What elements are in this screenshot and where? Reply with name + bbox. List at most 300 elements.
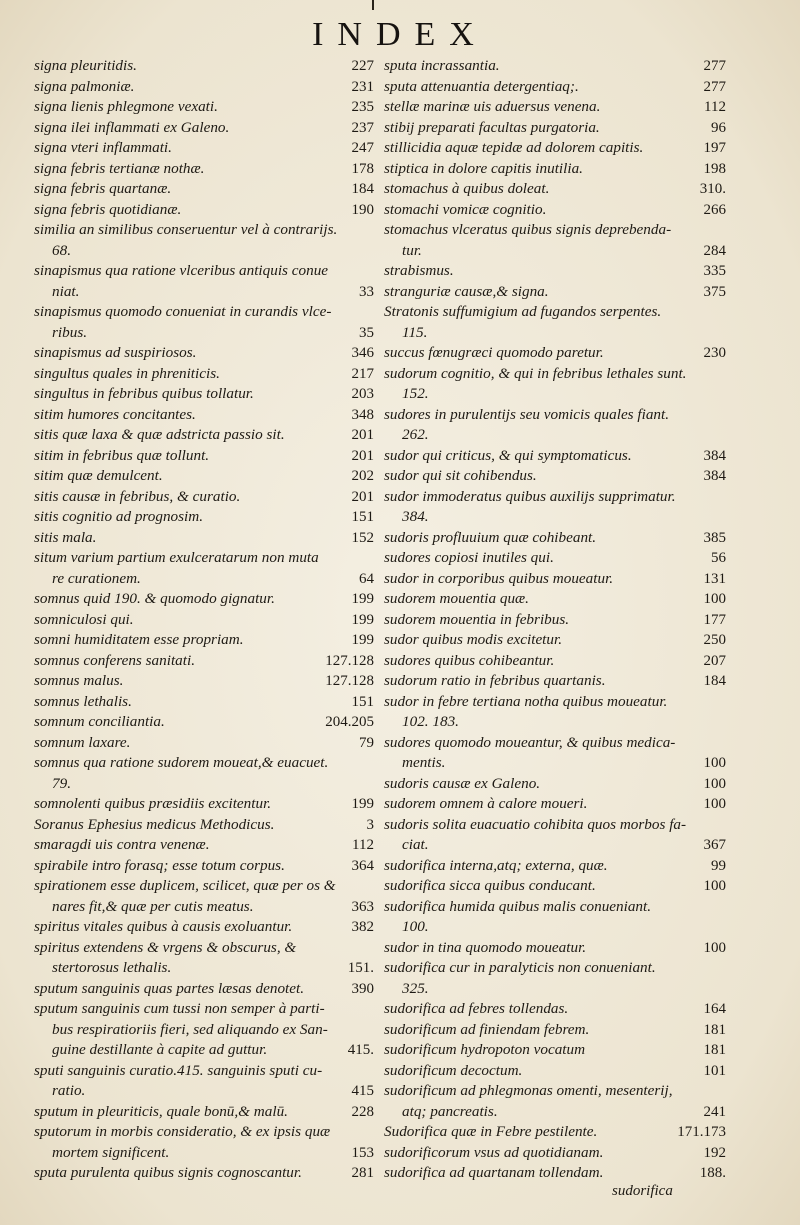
index-page-number: 363 <box>351 898 374 915</box>
index-entry-text: sudor in tina quomodo moueatur. <box>384 938 587 956</box>
index-entry-text: stranguriæ causæ,& signa. <box>384 282 549 300</box>
index-entry-text: sudoris solita euacuatio cohibita quos morbos fa- <box>384 815 687 833</box>
index-entry-text: sudor immoderatus quibus auxilijs supprimatur. <box>384 487 676 505</box>
index-entry-text: sitis mala. <box>34 528 97 546</box>
index-entry-text: sputa purulenta quibus signis cognoscantur. <box>34 1164 302 1181</box>
index-entry-text: sudorificum ad finiendam febrem. <box>384 1020 590 1038</box>
index-entry-line <box>34 323 374 344</box>
index-entry-text: sudor qui sit cohibendus. <box>384 467 537 484</box>
index-page-number: 201 <box>351 488 374 505</box>
index-entry-text: sitim humores concitantes. <box>34 405 196 423</box>
index-entry-line <box>34 507 374 528</box>
index-entry <box>34 1163 374 1184</box>
index-entry-text: singultus quales in phreniticis. <box>34 364 220 382</box>
page-edge-mark <box>372 0 374 10</box>
index-entry-line <box>34 999 374 1020</box>
index-entry-text: sudorifica cur in paralyticis non conueniant. <box>384 959 656 976</box>
index-page-number: 35 <box>359 324 374 341</box>
index-entry <box>384 528 726 549</box>
index-page-number: 415. <box>347 1042 374 1058</box>
index-entry <box>384 77 726 98</box>
index-entry-text: somnus lethalis. <box>34 692 132 710</box>
index-entry-line <box>384 1020 726 1041</box>
index-page-number: 3 <box>366 816 374 833</box>
index-entry-line <box>384 77 726 98</box>
index-entry-line <box>384 1061 726 1082</box>
index-entry-line <box>384 241 726 262</box>
index-entry <box>34 425 374 446</box>
index-entry-line <box>34 528 374 549</box>
index-entry <box>34 753 374 794</box>
index-entry-line <box>384 425 726 446</box>
index-entry-text: sudor qui criticus, & qui symptomaticus. <box>384 446 632 464</box>
index-page-number: 151. <box>347 960 374 976</box>
index-entry-text: sudorificum ad phlegmonas omenti, mesenterij, <box>384 1082 673 1099</box>
index-entry-line <box>384 1122 726 1143</box>
index-entry-text: sputum sanguinis quas partes læsas denotet. <box>34 979 305 997</box>
index-page-number: 184 <box>351 181 374 197</box>
index-entry <box>34 651 374 672</box>
index-entry-text: signa febris tertianæ nothæ. <box>34 159 205 177</box>
index-entry <box>384 774 726 795</box>
index-entry-text: somnus qua ratione sudorem moueat,& euacuet. <box>34 754 329 771</box>
index-page-number: 382 <box>351 919 374 935</box>
index-page-number: 335 <box>703 263 726 279</box>
index-entry <box>34 856 374 877</box>
index-entry <box>384 897 726 938</box>
index-entry-line <box>34 1040 374 1061</box>
index-entry-line <box>34 610 374 631</box>
index-page-number: 181 <box>703 1042 726 1058</box>
index-entry-line <box>34 671 374 692</box>
index-entry <box>384 56 726 77</box>
index-page-number: 100 <box>703 878 726 894</box>
index-entry-line <box>34 466 374 487</box>
index-entry <box>384 1163 726 1184</box>
index-entry-line <box>384 507 726 528</box>
index-entry-text: sudorifica ad febres tollendas. <box>384 1000 569 1017</box>
index-page-number: 171.173 <box>677 1124 726 1140</box>
index-entry-text: sudorificorum vsus ad quotidianam. <box>384 1143 604 1161</box>
index-entry-text: mentis. <box>402 754 446 771</box>
index-page-number: 367 <box>703 837 726 853</box>
index-entry-text: sudorum cognitio, & qui in febribus lethales sunt. <box>384 364 687 382</box>
index-entry-line <box>34 384 374 405</box>
index-page-number: 346 <box>351 345 374 361</box>
index-entry <box>384 671 726 692</box>
index-entry-line <box>34 835 374 856</box>
index-entry-line <box>34 118 374 139</box>
index-entry-line <box>384 733 726 754</box>
index-entry-text: bus respiratioriis fieri, sed aliquando ex San- <box>52 1020 328 1038</box>
index-entry-line <box>34 77 374 98</box>
index-entry-text: nares fit,& quæ per cutis meatus. <box>52 897 254 915</box>
index-entry-line <box>384 917 726 938</box>
index-entry <box>384 159 726 180</box>
index-entry-text: signa febris quartanæ. <box>34 180 172 197</box>
index-entry-line <box>34 958 374 979</box>
index-entry-line <box>384 630 726 651</box>
index-page-number: 184 <box>703 673 726 689</box>
index-entry-text: ratio. <box>52 1082 86 1099</box>
index-entry-text: sudorifica interna,atq; externa, quæ. <box>384 856 608 874</box>
index-page-number: 100 <box>703 939 726 956</box>
index-page-number: 228 <box>351 1103 374 1120</box>
index-entry-line <box>384 302 726 323</box>
index-page-number: 385 <box>703 529 726 546</box>
index-entry <box>34 528 374 549</box>
index-entry-line <box>34 425 374 446</box>
index-entry <box>34 630 374 651</box>
index-entry-line <box>384 610 726 631</box>
index-page-number: 152 <box>351 529 374 546</box>
index-entry-line <box>384 97 726 118</box>
index-page-number: 384 <box>703 468 726 484</box>
index-column-left <box>34 56 374 1184</box>
index-entry-line <box>34 405 374 426</box>
index-entry-text: spiritus vitales quibus à causis exoluantur. <box>34 918 293 935</box>
index-page-number: 241 <box>703 1103 726 1120</box>
index-entry-line <box>34 589 374 610</box>
index-entry-text: mortem significent. <box>52 1143 170 1161</box>
index-entry-line <box>34 774 374 795</box>
index-entry-line <box>384 897 726 918</box>
index-entry-line <box>384 384 726 405</box>
index-page-number: 310. <box>699 181 726 197</box>
index-page-number: 364 <box>351 857 374 874</box>
index-entry-line <box>384 1163 726 1184</box>
index-entry <box>34 610 374 631</box>
index-entry <box>34 138 374 159</box>
index-entry-line <box>34 651 374 672</box>
index-entry-line <box>384 466 726 487</box>
index-entry <box>34 876 374 917</box>
index-entry-text: sudorem omnem à calore moueri. <box>384 795 588 812</box>
index-entry <box>34 159 374 180</box>
index-entry-text: atq; pancreatis. <box>402 1102 498 1120</box>
index-entry <box>34 261 374 302</box>
index-entry <box>384 1122 726 1143</box>
index-page-number: 348 <box>351 406 374 423</box>
index-entry-line <box>34 261 374 282</box>
index-entry-line <box>34 815 374 836</box>
index-entry-line <box>384 220 726 241</box>
index-page-number: 390 <box>351 980 374 997</box>
index-entry-text: tur. <box>402 241 422 259</box>
index-entry-line <box>384 179 726 200</box>
index-entry-line <box>34 487 374 508</box>
index-entry <box>34 917 374 938</box>
index-page-number: 201 <box>351 447 374 464</box>
index-entry-line <box>34 179 374 200</box>
index-entry <box>34 220 374 261</box>
index-entry-line <box>384 1040 726 1061</box>
index-entry-text: sputum sanguinis cum tussi non semper à parti- <box>34 1000 325 1017</box>
index-entry-text: sinapismus ad suspiriosos. <box>34 344 197 361</box>
index-page-number: 230 <box>703 345 726 361</box>
index-entry-line <box>34 343 374 364</box>
index-entry <box>384 692 726 733</box>
index-entry-text: stillicidia aquæ tepidæ ad dolorem capitis. <box>384 139 644 156</box>
index-page-number: 227 <box>351 58 374 74</box>
index-entry-line <box>34 220 374 241</box>
index-page-number: 188. <box>699 1165 726 1181</box>
index-entry-line <box>34 1143 374 1164</box>
index-entry <box>34 118 374 139</box>
index-page-number: 112 <box>704 99 726 115</box>
index-entry-line <box>34 1061 374 1082</box>
index-entry-text: 384. <box>402 508 429 525</box>
index-entry <box>34 446 374 467</box>
index-entry-text: stomachi vomicæ cognitio. <box>384 200 547 218</box>
index-entry-text: somni humiditatem esse propriam. <box>34 631 244 648</box>
index-entry-text: Stratonis suffumigium ad fugandos serpentes. <box>384 303 662 320</box>
index-entry <box>34 979 374 1000</box>
index-entry-line <box>384 159 726 180</box>
index-entry-text: somnus conferens sanitati. <box>34 651 196 669</box>
index-entry <box>34 999 374 1061</box>
index-page-number: 277 <box>703 58 726 74</box>
index-entry <box>384 405 726 446</box>
index-page-number: 203 <box>351 386 374 402</box>
index-page-number: 235 <box>351 99 374 115</box>
index-page-number: 100 <box>703 775 726 792</box>
index-entry-line <box>34 159 374 180</box>
index-entry-text: stellæ marinæ uis aduersus venena. <box>384 98 601 115</box>
index-entry-line <box>34 302 374 323</box>
catchword: sudorifica <box>612 1183 673 1199</box>
index-entry-text: sitim in febribus quæ tollunt. <box>34 446 210 464</box>
index-entry-line <box>384 487 726 508</box>
index-entry-line <box>34 712 374 733</box>
index-entry <box>384 1143 726 1164</box>
index-entry-line <box>384 958 726 979</box>
index-entry-line <box>384 815 726 836</box>
index-entry-text: situm varium partium exulceratarum non muta <box>34 549 319 566</box>
index-entry <box>384 610 726 631</box>
index-entry-text: somnum conciliantia. <box>34 713 165 730</box>
index-entry-text: stibij preparati facultas purgatoria. <box>384 118 600 136</box>
index-entry <box>34 589 374 610</box>
index-entry-line <box>34 282 374 303</box>
index-entry <box>384 220 726 261</box>
index-entry-line <box>384 651 726 672</box>
index-entry <box>34 487 374 508</box>
index-entry <box>34 56 374 77</box>
index-entry-line <box>384 446 726 467</box>
index-page-number: 198 <box>703 160 726 177</box>
index-entry-text: guine destillante à capite ad guttur. <box>52 1041 268 1058</box>
index-entry-line <box>384 753 726 774</box>
index-entry-text: sudores copiosi inutiles qui. <box>384 549 554 566</box>
index-entry-line <box>384 56 726 77</box>
index-page-number: 64 <box>359 570 374 587</box>
index-entry-line <box>34 97 374 118</box>
index-entry-text: sudoris profluuium quæ cohibeant. <box>384 528 597 546</box>
index-entry <box>384 569 726 590</box>
index-entry-line <box>384 528 726 549</box>
index-entry <box>384 876 726 897</box>
index-entry-text: 100. <box>402 918 429 935</box>
index-entry-text: sudorum ratio in febribus quartanis. <box>384 672 606 689</box>
index-entry-text: sudores in purulentijs seu vomicis quales fiant. <box>384 405 670 423</box>
index-entry-line <box>34 56 374 77</box>
index-entry-text: sitim quæ demulcent. <box>34 467 163 484</box>
index-entry-line <box>34 446 374 467</box>
index-page-number: 197 <box>703 140 726 156</box>
index-page-number: 56 <box>711 550 726 566</box>
index-page-number: 151 <box>351 509 374 525</box>
index-entry-text: sudorifica ad quartanam tollendam. <box>384 1164 604 1181</box>
index-entry-line <box>34 200 374 221</box>
index-entry-line <box>34 1081 374 1102</box>
index-page-number: 204.205 <box>325 714 374 730</box>
index-page-number: 79 <box>359 734 374 751</box>
index-entry-text: 102. 183. <box>402 713 459 730</box>
index-entry-line <box>34 1020 374 1041</box>
index-entry <box>34 671 374 692</box>
index-entry-text: signa ilei inflammati ex Galeno. <box>34 118 230 136</box>
index-page-number: 100 <box>703 796 726 812</box>
index-entry <box>384 343 726 364</box>
index-page-number: 281 <box>351 1165 374 1181</box>
index-entry <box>384 138 726 159</box>
running-head: INDEX <box>312 16 488 53</box>
index-entry-text: stiptica in dolore capitis inutilia. <box>384 159 583 177</box>
index-entry-text: succus fœnugræci quomodo paretur. <box>384 344 604 361</box>
index-entry <box>384 364 726 405</box>
index-entry-line <box>384 405 726 426</box>
index-entry-line <box>384 548 726 569</box>
index-page-number: 127.128 <box>325 673 374 689</box>
index-page-number: 190 <box>351 201 374 218</box>
index-entry-line <box>34 733 374 754</box>
index-page-number: 199 <box>351 796 374 812</box>
index-entry <box>384 999 726 1020</box>
index-entry <box>384 815 726 856</box>
index-entry-text: niat. <box>52 282 80 300</box>
index-entry-text: Soranus Ephesius medicus Methodicus. <box>34 815 275 833</box>
index-entry <box>384 97 726 118</box>
index-page-number: 201 <box>351 427 374 443</box>
index-page-number: 231 <box>351 78 374 95</box>
index-entry-line <box>34 856 374 877</box>
index-entry-text: signa pleuritidis. <box>34 57 137 74</box>
index-entry <box>384 794 726 815</box>
index-entry <box>34 1061 374 1102</box>
index-entry-line <box>384 979 726 1000</box>
index-page-number: 164 <box>703 1001 726 1017</box>
index-entry-text: spirationem esse duplicem, scilicet, quæ per os & <box>34 877 336 894</box>
index-entry <box>34 712 374 733</box>
index-page-number: 101 <box>703 1062 726 1079</box>
index-entry-text: strabismus. <box>384 262 454 279</box>
index-entry <box>384 282 726 303</box>
index-entry <box>34 733 374 754</box>
index-entry-text: sudorem mouentia in febribus. <box>384 610 570 628</box>
index-entry-line <box>384 323 726 344</box>
index-entry-line <box>34 1102 374 1123</box>
index-entry <box>34 364 374 385</box>
index-entry-line <box>34 876 374 897</box>
index-entry-line <box>384 692 726 713</box>
index-entry-text: sudor quibus modis excitetur. <box>384 631 563 648</box>
index-entry-line <box>34 1122 374 1143</box>
index-page-number: 266 <box>703 201 726 218</box>
index-entry <box>384 548 726 569</box>
index-entry-text: sputa incrassantia. <box>384 57 500 74</box>
index-entry-line <box>384 876 726 897</box>
index-page-number: 192 <box>703 1144 726 1161</box>
index-column-right <box>384 56 726 1184</box>
index-entry-text: smaragdi uis contra venenæ. <box>34 836 210 853</box>
index-entry <box>384 958 726 999</box>
index-page-number: 100 <box>703 591 726 607</box>
index-page-number: 99 <box>711 857 726 874</box>
index-entry-text: 68. <box>52 241 71 259</box>
index-entry-text: sudorifica sicca quibus conducant. <box>384 877 596 894</box>
index-entry <box>34 405 374 426</box>
index-page-number: 202 <box>351 468 374 484</box>
index-entry <box>384 938 726 959</box>
index-entry-line <box>384 856 726 877</box>
index-page-number: 112 <box>352 837 374 853</box>
index-entry-text: sudor in febre tertiana notha quibus moueatur. <box>384 692 668 710</box>
index-entry-line <box>384 343 726 364</box>
index-entry <box>384 118 726 139</box>
index-page-number: 153 <box>351 1144 374 1161</box>
index-entry-text: sitis quæ laxa & quæ adstricta passio sit. <box>34 426 285 443</box>
index-entry-line <box>384 364 726 385</box>
index-entry-line <box>34 753 374 774</box>
index-entry <box>34 384 374 405</box>
index-page-number: 284 <box>703 242 726 259</box>
index-entry-text: somniculosi qui. <box>34 610 134 628</box>
index-entry-text: sinapismus qua ratione vlceribus antiquis conue <box>34 262 329 279</box>
index-entry-text: sputa attenuantia detergentiaq;. <box>384 77 579 95</box>
index-entry <box>384 1020 726 1041</box>
index-entry-line <box>34 692 374 713</box>
index-page-number: 217 <box>351 365 374 382</box>
index-page-number: 33 <box>359 283 374 300</box>
index-entry <box>384 589 726 610</box>
index-entry <box>34 548 374 589</box>
index-page-number: 131 <box>703 570 726 587</box>
index-page-number: 384 <box>703 447 726 464</box>
index-entry-line <box>34 364 374 385</box>
index-entry-line <box>384 671 726 692</box>
index-page-number: 177 <box>703 611 726 628</box>
index-entry-line <box>384 712 726 733</box>
index-entry-text: ribus. <box>52 323 88 341</box>
index-entry-text: 152. <box>402 385 429 402</box>
index-entry-text: spiritus extendens & vrgens & obscurus, & <box>34 938 297 956</box>
index-entry-text: 79. <box>52 774 71 792</box>
index-entry-line <box>384 794 726 815</box>
index-entry-line <box>384 774 726 795</box>
index-page-number: 247 <box>351 140 374 156</box>
index-page-number: 277 <box>703 78 726 95</box>
index-entry <box>384 651 726 672</box>
index-page-number: 237 <box>351 119 374 136</box>
index-entry <box>34 302 374 343</box>
index-entry-line <box>384 589 726 610</box>
index-entry-line <box>34 794 374 815</box>
index-entry <box>34 179 374 200</box>
index-entry-text: signa vteri inflammati. <box>34 139 172 156</box>
index-page-number: 250 <box>703 632 726 648</box>
index-page-number: 181 <box>703 1021 726 1038</box>
